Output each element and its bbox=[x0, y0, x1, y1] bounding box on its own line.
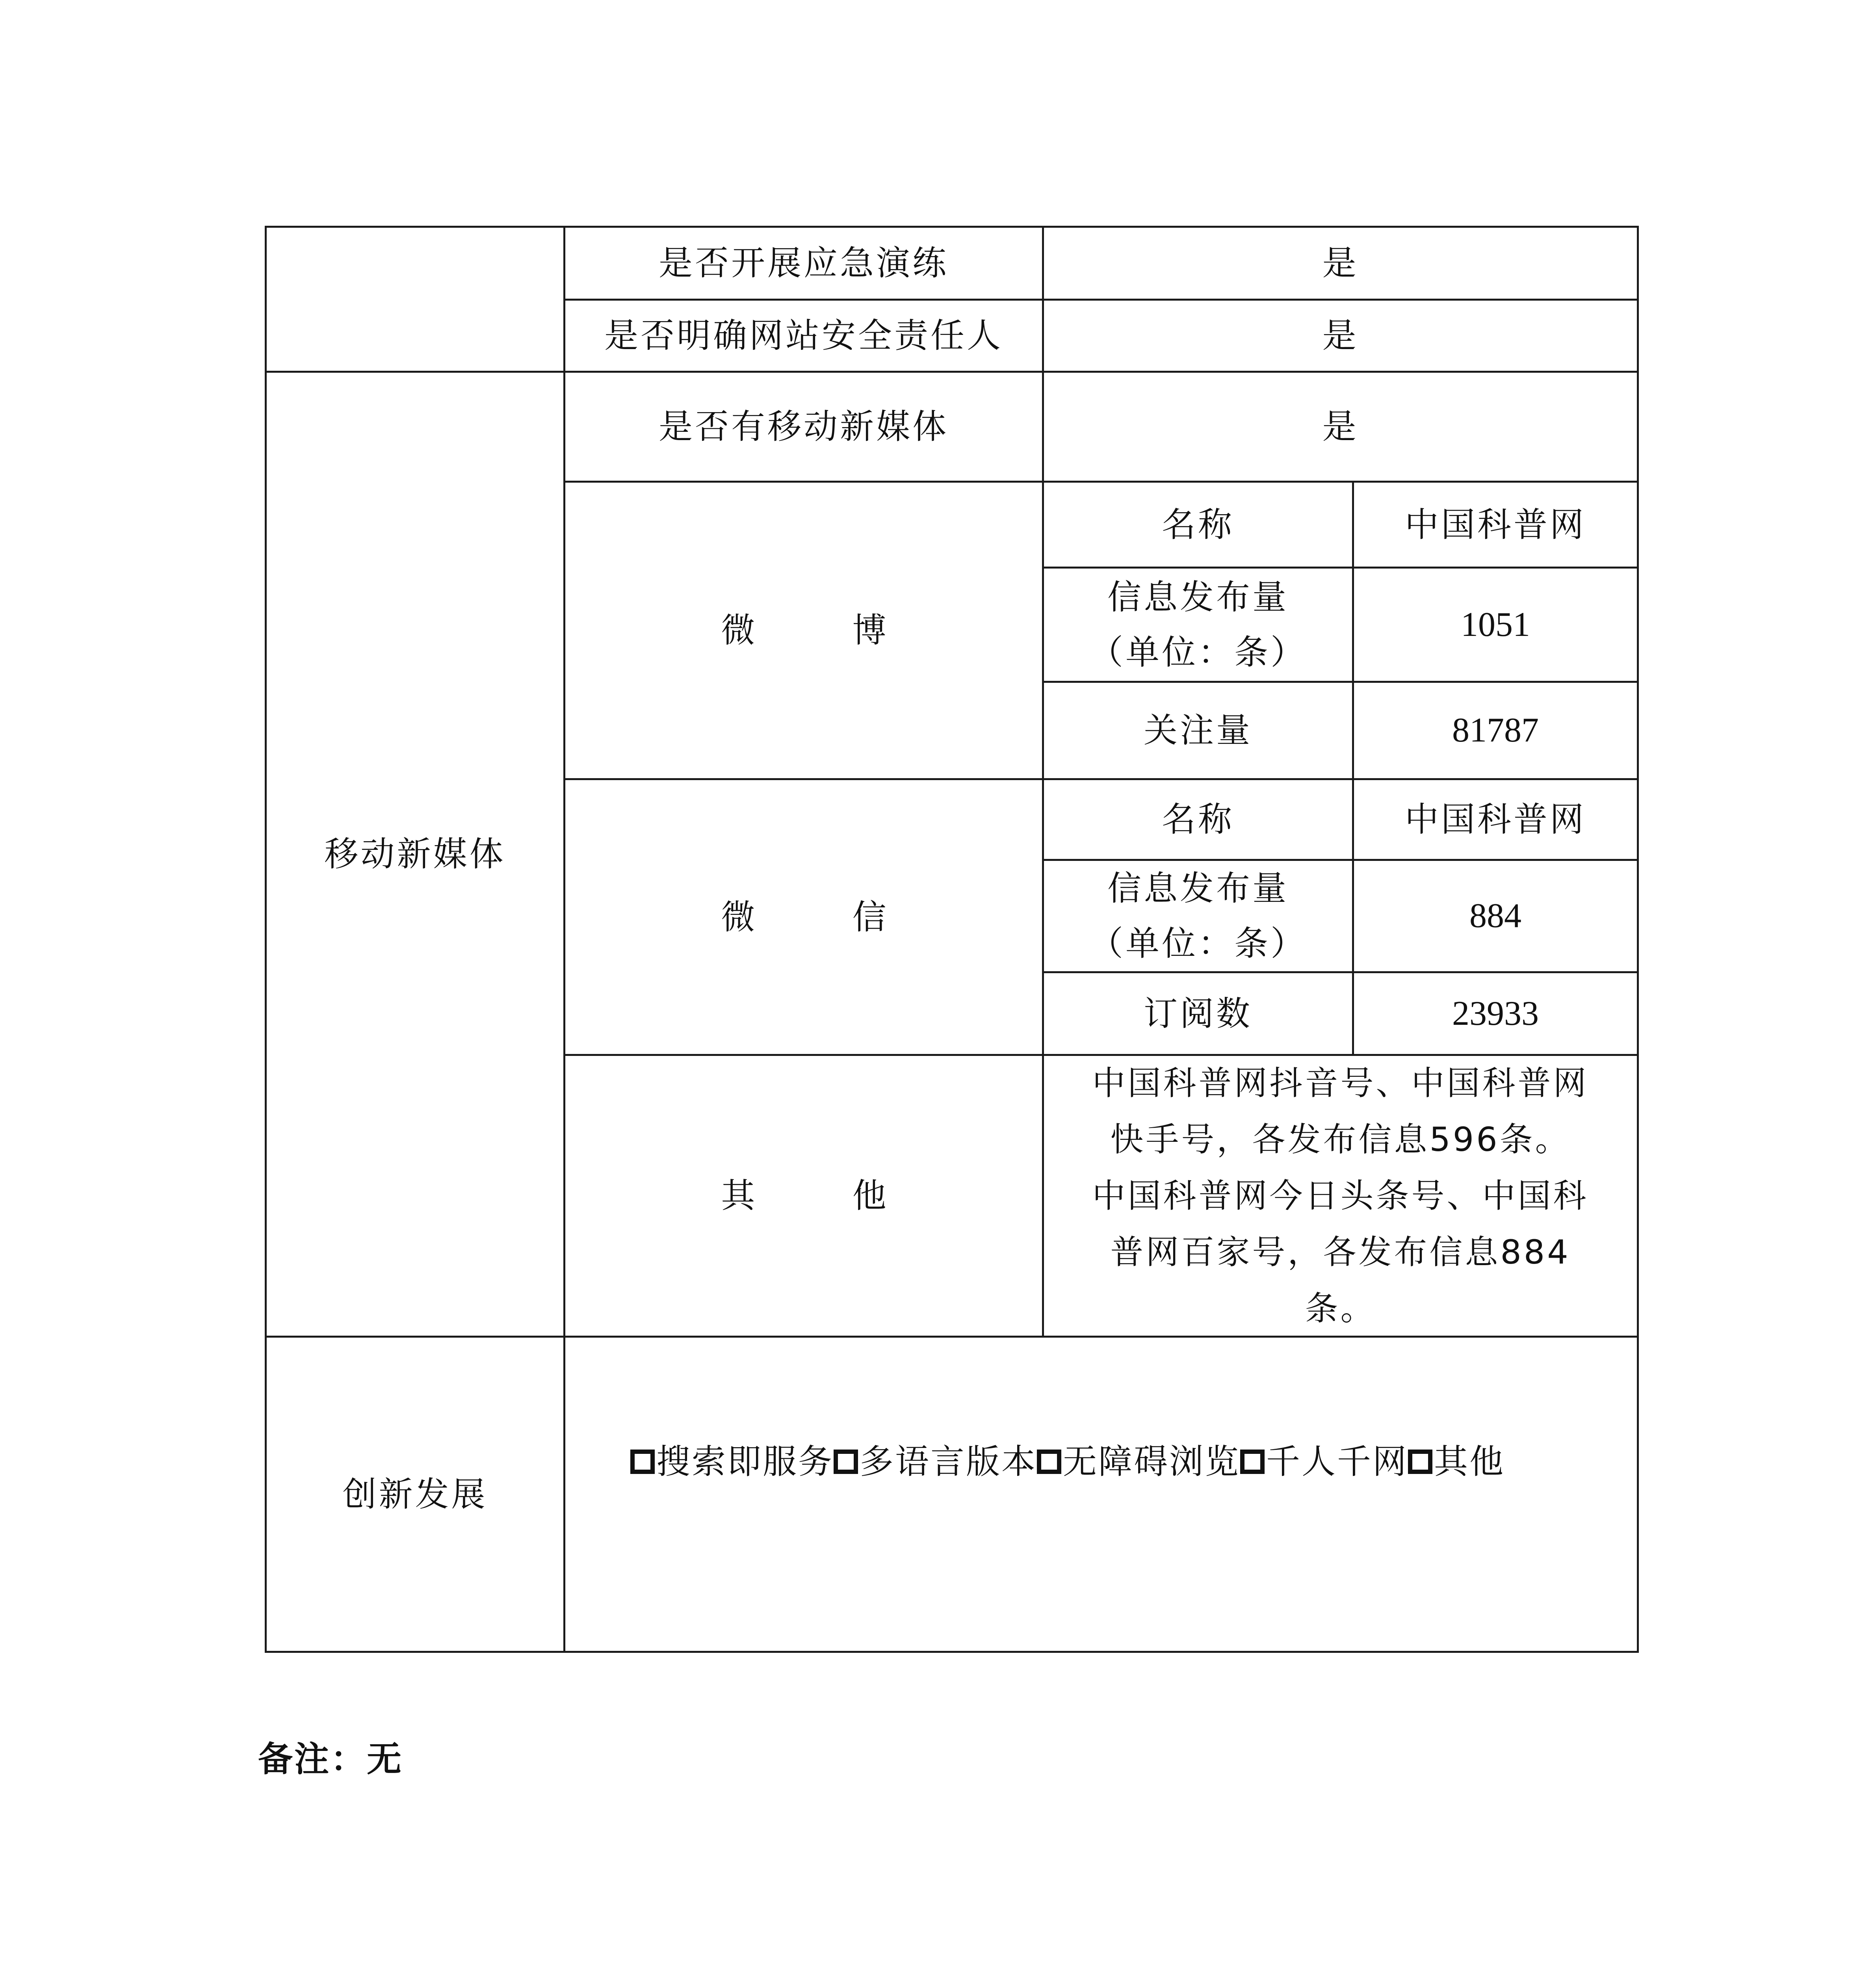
wechat-name-value: 中国科普网 bbox=[1405, 800, 1586, 839]
other-line: 普网百家号，各发布信息884 bbox=[1110, 1232, 1571, 1271]
weibo-name-label: 名称 bbox=[1162, 505, 1234, 545]
weibo-name-value: 中国科普网 bbox=[1405, 505, 1586, 545]
weibo-followers-value: 81787 bbox=[1452, 711, 1539, 749]
mobile-section-label: 移动新媒体 bbox=[324, 834, 506, 874]
table-line bbox=[265, 1651, 1639, 1653]
weibo-posts-label bbox=[1044, 569, 1352, 681]
wechat-posts-value: 884 bbox=[1469, 897, 1521, 935]
option-search-as-service: 搜索即服务 bbox=[656, 1442, 834, 1481]
wechat-label: 微 信 bbox=[721, 897, 930, 937]
option-accessibility: 无障碍浏览 bbox=[1063, 1442, 1240, 1481]
checkbox-icon[interactable] bbox=[1037, 1450, 1061, 1474]
weibo-followers-label: 关注量 bbox=[1144, 711, 1252, 750]
other-line: 条。 bbox=[1305, 1289, 1376, 1328]
weibo-posts-value: 1051 bbox=[1461, 605, 1530, 644]
option-multilingual: 多语言版本 bbox=[860, 1442, 1037, 1481]
security-label: 是否明确网站安全责任人 bbox=[604, 316, 1003, 355]
wechat-posts-label-line1: 信息发布量 bbox=[1107, 869, 1289, 908]
other-label: 其 他 bbox=[721, 1176, 930, 1215]
checkbox-icon[interactable] bbox=[1240, 1450, 1265, 1474]
other-line: 中国科普网今日头条号、中国科 bbox=[1092, 1176, 1589, 1215]
innovation-label: 创新发展 bbox=[342, 1474, 488, 1514]
has-mobile-label: 是否有移动新媒体 bbox=[659, 407, 949, 446]
weibo-posts-label-line1: 信息发布量 bbox=[1107, 577, 1289, 617]
checkbox-icon[interactable] bbox=[630, 1450, 655, 1474]
option-personalized: 千人千网 bbox=[1266, 1442, 1408, 1481]
has-mobile-value: 是 bbox=[1322, 407, 1359, 446]
drill-value: 是 bbox=[1322, 243, 1359, 283]
wechat-posts-label bbox=[1044, 861, 1352, 971]
drill-label: 是否开展应急演练 bbox=[659, 243, 949, 283]
other-line: 中国科普网抖音号、中国科普网 bbox=[1092, 1063, 1589, 1102]
other-description bbox=[1044, 1056, 1637, 1336]
wechat-posts-label-line2: （单位：条） bbox=[1089, 924, 1307, 963]
option-other: 其他 bbox=[1434, 1442, 1505, 1481]
innovation-options bbox=[630, 1434, 1639, 1489]
wechat-name-label: 名称 bbox=[1162, 800, 1234, 839]
weibo-label: 微 博 bbox=[721, 611, 930, 650]
checkbox-icon[interactable] bbox=[1408, 1450, 1432, 1474]
remark-note: 备注：无 bbox=[258, 1739, 403, 1779]
wechat-subscribers-value: 23933 bbox=[1452, 994, 1539, 1033]
weibo-posts-label-line2: （单位：条） bbox=[1089, 632, 1307, 672]
other-line: 快手号，各发布信息596条。 bbox=[1110, 1120, 1571, 1159]
checkbox-icon[interactable] bbox=[834, 1450, 858, 1474]
wechat-subscribers-label: 订阅数 bbox=[1144, 994, 1252, 1033]
security-value: 是 bbox=[1322, 316, 1359, 355]
